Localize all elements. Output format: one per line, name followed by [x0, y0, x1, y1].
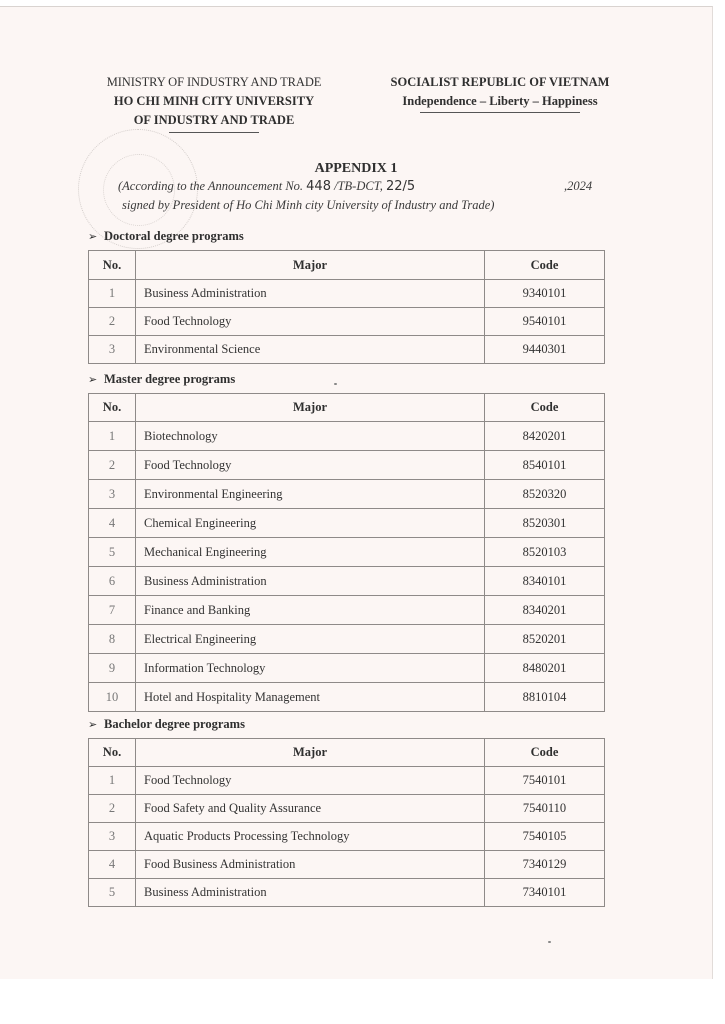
- section-title: Master degree programs: [104, 372, 236, 386]
- major-code: 7540101: [485, 767, 605, 795]
- announcement-reference: [118, 179, 593, 194]
- major-name: Hotel and Hospitality Management: [136, 683, 485, 712]
- section-heading-master: [88, 372, 235, 387]
- arrow-bullet-icon: ➢: [88, 718, 98, 731]
- announcement-number: 448: [306, 179, 331, 194]
- table-row: [89, 480, 605, 509]
- row-number: 3: [89, 336, 136, 364]
- column-header-code: Code: [485, 394, 605, 422]
- scan-speck: [334, 383, 337, 385]
- table-row: [89, 625, 605, 654]
- row-number: 1: [89, 767, 136, 795]
- header-right-underline: [420, 112, 580, 113]
- major-name: Food Business Administration: [136, 851, 485, 879]
- scanned-page: [0, 6, 713, 979]
- column-header-no: No.: [89, 251, 136, 280]
- row-number: 1: [89, 280, 136, 308]
- column-header-code: Code: [485, 251, 605, 280]
- major-name: Mechanical Engineering: [136, 538, 485, 567]
- arrow-bullet-icon: ➢: [88, 373, 98, 386]
- table-row: [89, 451, 605, 480]
- row-number: 10: [89, 683, 136, 712]
- table-row: [89, 795, 605, 823]
- major-code: 9340101: [485, 280, 605, 308]
- row-number: 2: [89, 308, 136, 336]
- major-code: 8520201: [485, 625, 605, 654]
- header-left-underline: [169, 132, 259, 133]
- major-name: Food Safety and Quality Assurance: [136, 795, 485, 823]
- row-number: 2: [89, 795, 136, 823]
- major-code: 7340101: [485, 879, 605, 907]
- section-title: Bachelor degree programs: [104, 717, 245, 731]
- row-number: 5: [89, 879, 136, 907]
- table-row: [89, 654, 605, 683]
- major-code: 8520320: [485, 480, 605, 509]
- country-name: SOCIALIST REPUBLIC OF VIETNAM: [390, 75, 610, 89]
- bachelor-programs-table: [88, 738, 605, 907]
- national-motto: Independence – Liberty – Happiness: [402, 94, 598, 108]
- column-header-major: Major: [136, 251, 485, 280]
- row-number: 3: [89, 480, 136, 509]
- major-name: Aquatic Products Processing Technology: [136, 823, 485, 851]
- major-name: Food Technology: [136, 308, 485, 336]
- section-heading-bachelor: [88, 717, 245, 732]
- row-number: 5: [89, 538, 136, 567]
- major-code: 8340201: [485, 596, 605, 625]
- major-code: 8420201: [485, 422, 605, 451]
- section-title: Doctoral degree programs: [104, 229, 244, 243]
- table-row: [89, 596, 605, 625]
- major-name: Biotechnology: [136, 422, 485, 451]
- table-row: [89, 823, 605, 851]
- master-programs-table: [88, 393, 605, 712]
- table-row: [89, 280, 605, 308]
- table-row: [89, 422, 605, 451]
- doctoral-programs-table: [88, 250, 605, 364]
- row-number: 6: [89, 567, 136, 596]
- major-name: Food Technology: [136, 451, 485, 480]
- table-row: [89, 509, 605, 538]
- major-code: 8540101: [485, 451, 605, 480]
- row-number: 4: [89, 509, 136, 538]
- row-number: 1: [89, 422, 136, 451]
- table-header-row: [89, 251, 605, 280]
- arrow-bullet-icon: ➢: [88, 230, 98, 243]
- column-header-major: Major: [136, 739, 485, 767]
- major-code: 8340101: [485, 567, 605, 596]
- major-code: 7340129: [485, 851, 605, 879]
- table-row: [89, 336, 605, 364]
- scan-speck: [548, 941, 551, 943]
- major-code: 8520103: [485, 538, 605, 567]
- university-name-line1: HO CHI MINH CITY UNIVERSITY: [113, 94, 315, 108]
- section-heading-doctoral: [88, 229, 244, 244]
- major-code: 8520301: [485, 509, 605, 538]
- row-number: 8: [89, 625, 136, 654]
- major-name: Electrical Engineering: [136, 625, 485, 654]
- national-header-block: [370, 73, 630, 113]
- major-name: Chemical Engineering: [136, 509, 485, 538]
- table-row: [89, 683, 605, 712]
- major-code: 8480201: [485, 654, 605, 683]
- major-name: Business Administration: [136, 567, 485, 596]
- row-number: 2: [89, 451, 136, 480]
- table-header-row: [89, 739, 605, 767]
- announcement-date: 22/5: [385, 179, 416, 194]
- column-header-code: Code: [485, 739, 605, 767]
- ministry-name: MINISTRY OF INDUSTRY AND TRADE: [106, 75, 322, 89]
- table-row: [89, 767, 605, 795]
- university-name-line2: OF INDUSTRY AND TRADE: [133, 113, 295, 127]
- row-number: 4: [89, 851, 136, 879]
- major-code: 7540105: [485, 823, 605, 851]
- table-row: [89, 851, 605, 879]
- major-name: Business Administration: [136, 879, 485, 907]
- column-header-no: No.: [89, 739, 136, 767]
- row-number: 9: [89, 654, 136, 683]
- major-code: 7540110: [485, 795, 605, 823]
- major-code: 9540101: [485, 308, 605, 336]
- reference-mid: /TB-DCT,: [330, 179, 386, 193]
- major-code: 8810104: [485, 683, 605, 712]
- table-header-row: [89, 394, 605, 422]
- major-name: Environmental Science: [136, 336, 485, 364]
- major-name: Environmental Engineering: [136, 480, 485, 509]
- major-name: Business Administration: [136, 280, 485, 308]
- table-row: [89, 538, 605, 567]
- appendix-title: APPENDIX 1: [314, 161, 398, 176]
- major-name: Information Technology: [136, 654, 485, 683]
- table-row: [89, 308, 605, 336]
- row-number: 3: [89, 823, 136, 851]
- row-number: 7: [89, 596, 136, 625]
- signed-by-line: signed by President of Ho Chi Minh city University of Industry and Trade): [122, 198, 495, 212]
- major-name: Food Technology: [136, 767, 485, 795]
- major-name: Finance and Banking: [136, 596, 485, 625]
- announcement-year: ,2024: [564, 179, 593, 193]
- table-row: [89, 567, 605, 596]
- reference-prefix: (According to the Announcement No.: [118, 179, 307, 193]
- column-header-no: No.: [89, 394, 136, 422]
- column-header-major: Major: [136, 394, 485, 422]
- major-code: 9440301: [485, 336, 605, 364]
- table-row: [89, 879, 605, 907]
- issuing-authority-block: [78, 73, 350, 133]
